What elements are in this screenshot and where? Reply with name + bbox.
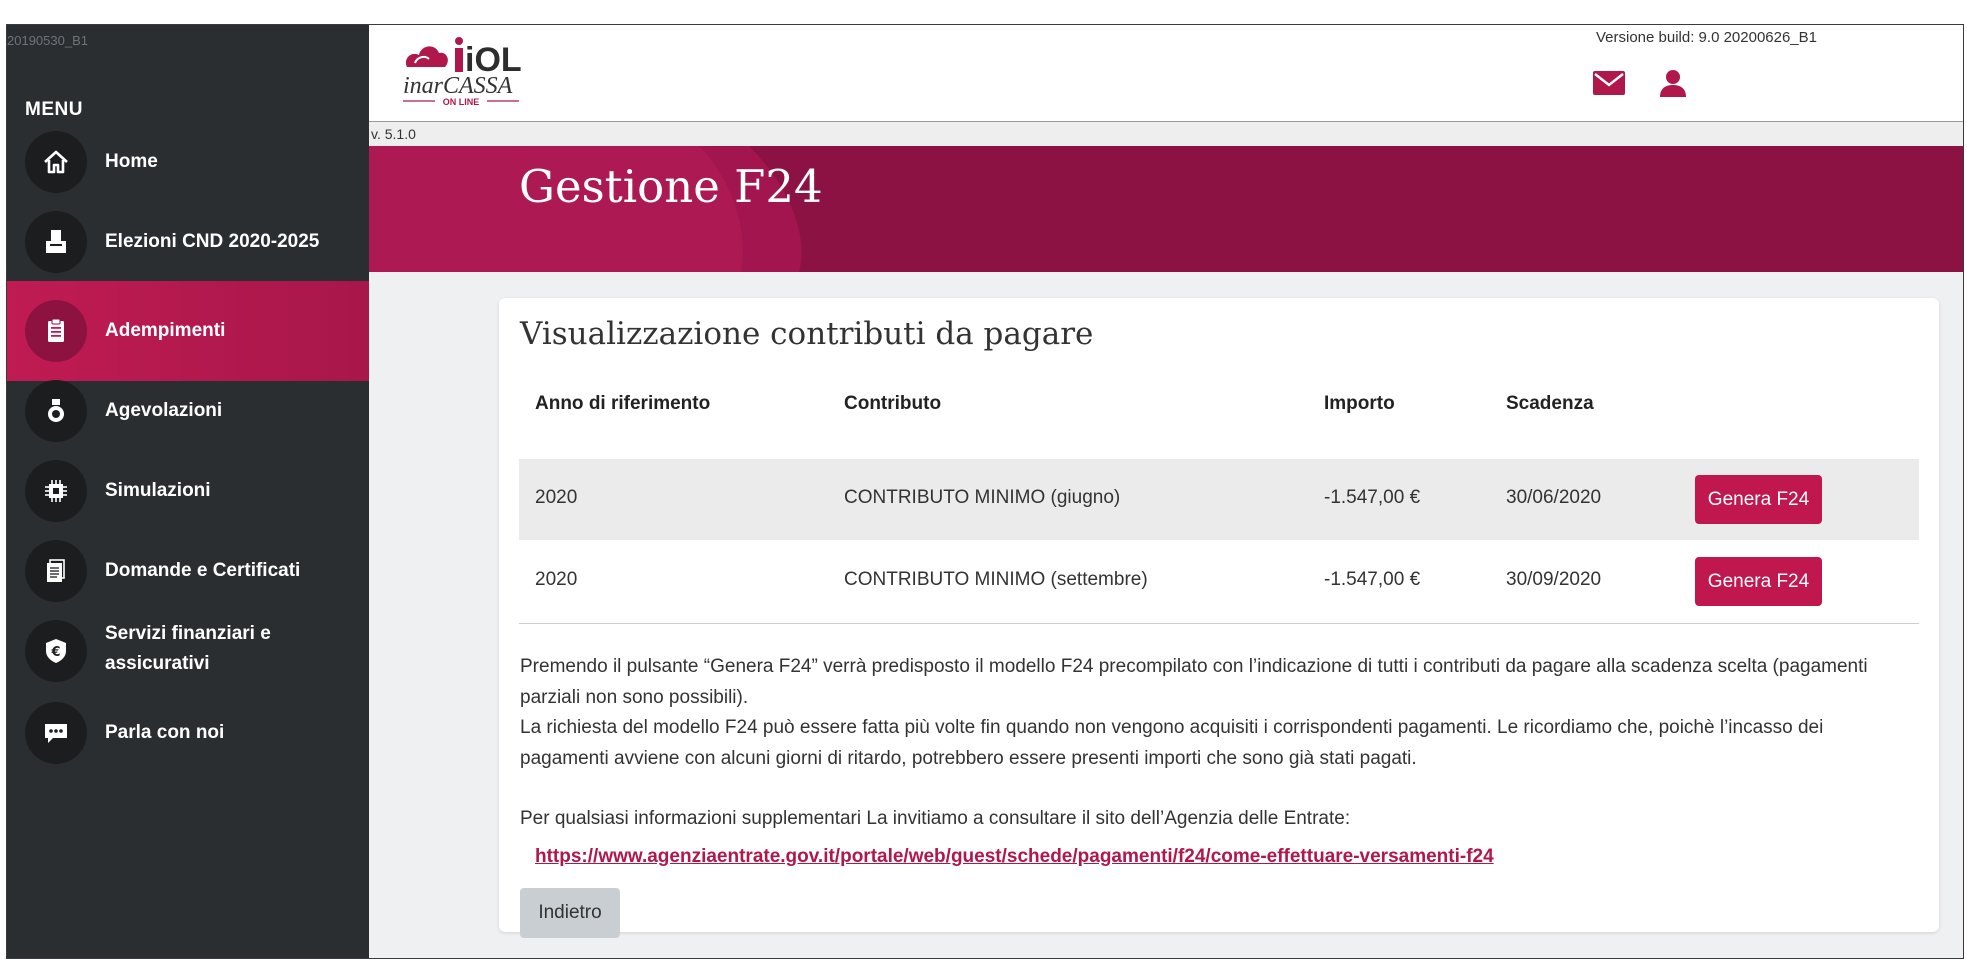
page-title: Gestione F24 <box>519 160 823 213</box>
sidebar-item-label: Agevolazioni <box>105 400 223 421</box>
sidebar-item-label: Adempimenti <box>105 320 226 341</box>
cell-anno: 2020 <box>535 569 578 590</box>
column-header-anno: Anno di riferimento <box>535 393 711 414</box>
genera-f24-button[interactable]: Genera F24 <box>1695 475 1822 524</box>
table-divider <box>519 623 1919 624</box>
euro-shield-icon <box>25 620 87 682</box>
sidebar <box>7 25 369 958</box>
version-build: Versione build: 9.0 20200626_B1 <box>1595 29 1817 46</box>
sidebar-item-label-line1: Servizi finanziari e <box>105 623 271 644</box>
sidebar-item-parla[interactable] <box>7 683 369 783</box>
chat-icon <box>25 702 87 764</box>
logo-mark: iOL <box>465 41 522 79</box>
cell-anno: 2020 <box>535 487 578 508</box>
page-banner <box>369 146 1963 272</box>
inarcassa-logo[interactable] <box>401 33 541 118</box>
info-paragraph-3: Per qualsiasi informazioni supplementari La invitiamo a consultare il sito dell’Agenzia delle Entrate: <box>520 808 1351 829</box>
chip-icon <box>25 460 87 522</box>
sidebar-item-elezioni[interactable] <box>7 192 369 292</box>
top-header <box>369 25 1963 122</box>
column-header-contributo: Contributo <box>844 393 942 414</box>
table-row <box>519 541 1919 622</box>
menu-title: MENU <box>25 99 83 120</box>
card-title: Visualizzazione contributi da pagare <box>520 316 1094 352</box>
sidebar-item-label: Parla con noi <box>105 722 225 743</box>
sidebar-item-label-line2: assicurativi <box>105 653 210 674</box>
cell-scadenza: 30/09/2020 <box>1506 569 1602 590</box>
user-icon[interactable] <box>1659 69 1687 102</box>
back-button[interactable]: Indietro <box>520 888 620 938</box>
documents-icon <box>25 540 87 602</box>
cell-contributo: CONTRIBUTO MINIMO (settembre) <box>844 569 1148 590</box>
contributi-card <box>499 298 1939 932</box>
clipboard-icon <box>25 300 87 362</box>
sidebar-item-label: Elezioni CND 2020-2025 <box>105 231 320 252</box>
logo-text: inarCASSA <box>403 73 513 99</box>
cell-contributo: CONTRIBUTO MINIMO (giugno) <box>844 487 1121 508</box>
cell-importo: -1.547,00 € <box>1324 569 1421 590</box>
sidebar-item-label <box>105 619 271 679</box>
home-icon <box>25 131 87 193</box>
build-label: 20190530_B1 <box>7 33 88 48</box>
sidebar-item-label: Domande e Certificati <box>105 560 301 581</box>
version-small: v. 5.1.0 <box>371 126 416 142</box>
agenzia-entrate-link[interactable]: https://www.agenziaentrate.gov.it/portale/web/guest/schede/pagamenti/f24/come-effettuare-versamenti-f24 <box>535 846 1494 867</box>
app-frame <box>6 24 1964 959</box>
column-header-importo: Importo <box>1324 393 1395 414</box>
version-bar <box>369 122 1963 146</box>
cell-scadenza: 30/06/2020 <box>1506 487 1602 508</box>
info-paragraph-2: La richiesta del modello F24 può essere fatta più volte fin quando non vengono acquisiti i corrispondenti pagamenti. Le ricordiamo che, poichè l’incasso dei pagamenti avviene con alcuni giorni di ritardo, potrebbero essere presenti importi che sono già stati pagati. <box>520 717 1824 769</box>
sidebar-item-label: Home <box>105 151 158 172</box>
svg-text:€: € <box>51 645 61 660</box>
table-row <box>519 459 1919 540</box>
cell-importo: -1.547,00 € <box>1324 487 1421 508</box>
medal-icon <box>25 380 87 442</box>
genera-f24-button[interactable]: Genera F24 <box>1695 557 1822 606</box>
info-paragraph-1: Premendo il pulsante “Genera F24” verrà predisposto il modello F24 precompilato con l’indicazione di tutti i contributi da pagare alla scadenza scelta (pagamenti parziali non sono possibili). <box>520 656 1868 708</box>
mail-icon[interactable] <box>1593 71 1625 100</box>
sidebar-item-label: Simulazioni <box>105 480 211 501</box>
logo-tagline: ON LINE <box>442 97 480 107</box>
column-header-scadenza: Scadenza <box>1506 393 1594 414</box>
ballot-box-icon <box>25 211 87 273</box>
